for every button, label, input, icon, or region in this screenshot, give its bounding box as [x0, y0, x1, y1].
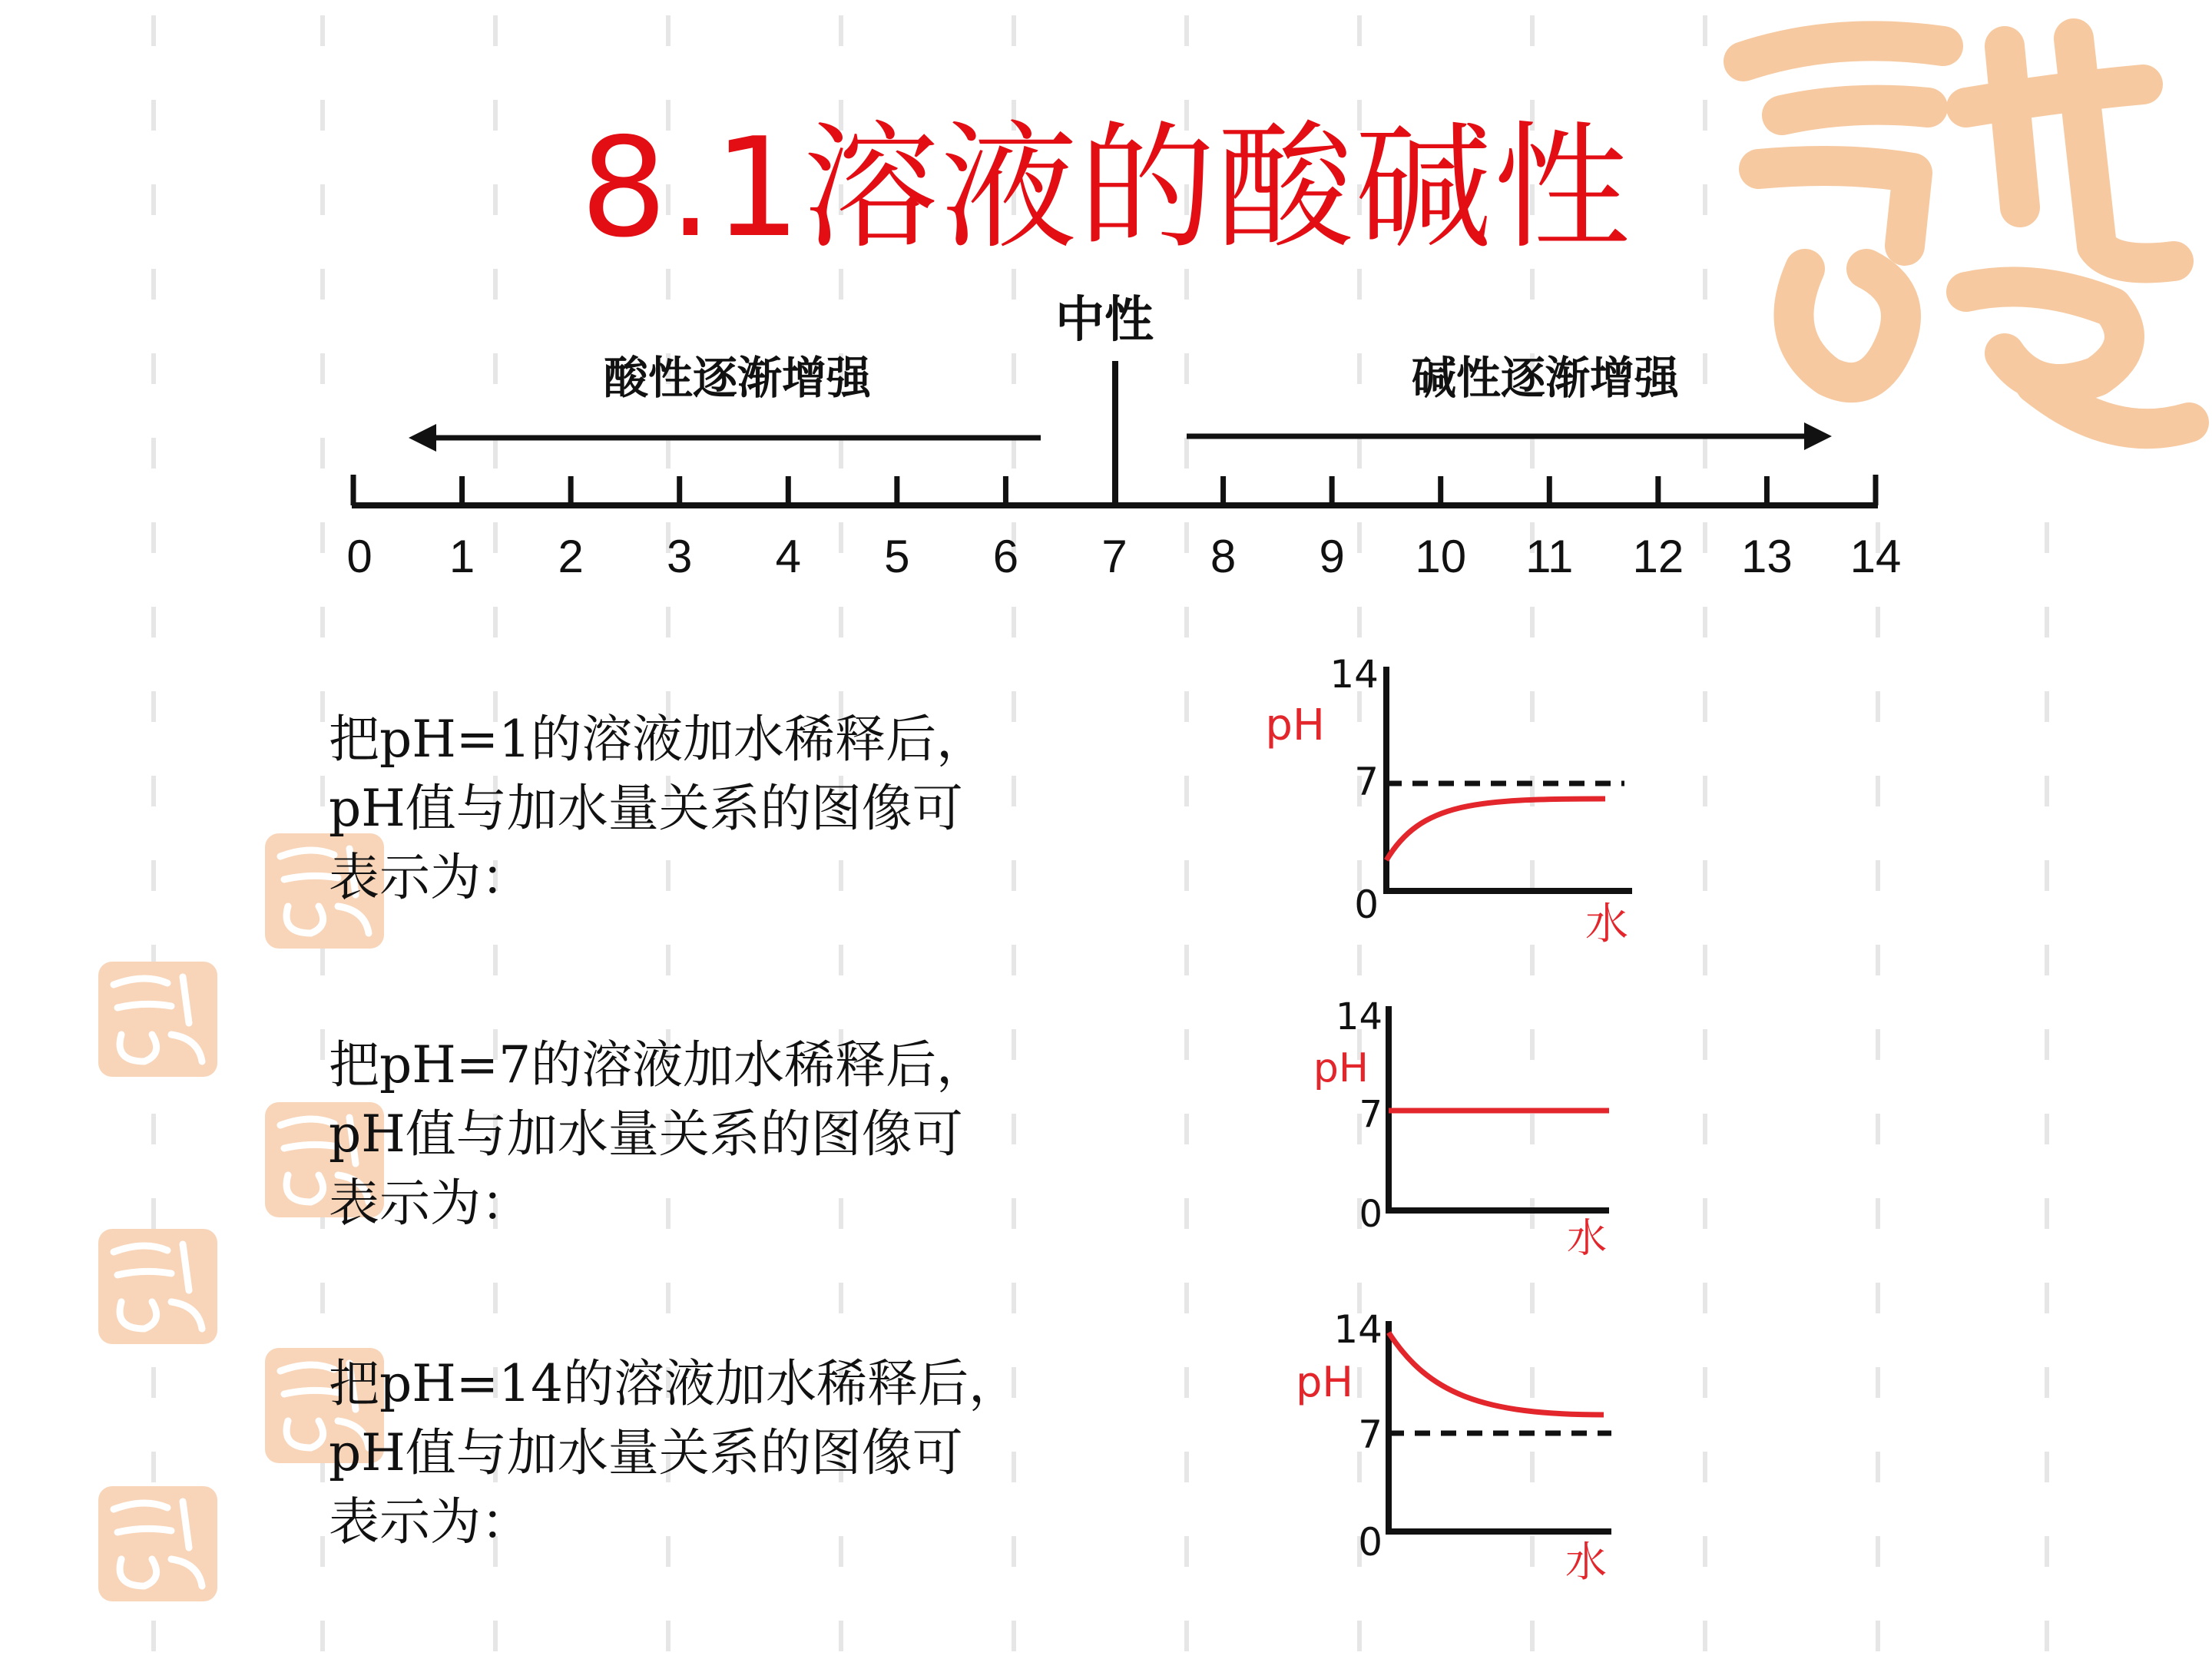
tick-label-13: 13 — [1741, 531, 1793, 582]
base-label: 碱性逐渐增强 — [1411, 352, 1680, 404]
tick-label-6: 6 — [992, 531, 1019, 582]
graph-1-y-tick-0: 0 — [1354, 882, 1379, 927]
example-2-line-3: 表示为： — [329, 1174, 531, 1233]
graph-2-y-tick-0: 0 — [1359, 1193, 1382, 1236]
graph-1-y-tick-14: 14 — [1330, 652, 1379, 697]
graph-1-y-label: pH — [1265, 700, 1325, 750]
tick-label-4: 4 — [775, 531, 801, 582]
tick-label-2: 2 — [558, 531, 584, 582]
tick-label-10: 10 — [1415, 531, 1467, 582]
tick-label-0: 0 — [346, 531, 373, 582]
tick-label-12: 12 — [1632, 531, 1684, 582]
acid-label: 酸性逐渐增强 — [603, 352, 872, 404]
example-3-line-1: 把pH=14的溶液加水稀释后， — [329, 1354, 1020, 1413]
tick-label-9: 9 — [1319, 531, 1345, 582]
example-1-line-2: pH值与加水量关系的图像可 — [329, 779, 963, 838]
graph-3-y-label: pH — [1296, 1358, 1353, 1406]
graph-2-x-label: 水 — [1566, 1216, 1607, 1262]
example-3-line-3: 表示为： — [329, 1492, 531, 1551]
example-2-line-2: pH值与加水量关系的图像可 — [329, 1104, 963, 1164]
graph-2-y-tick-7: 7 — [1359, 1093, 1382, 1136]
tick-label-8: 8 — [1210, 531, 1237, 582]
tick-label-7: 7 — [1101, 531, 1128, 582]
graph-1-y-tick-7: 7 — [1354, 760, 1379, 804]
graph-3-y-tick-14: 14 — [1333, 1307, 1382, 1352]
graph-3-y-tick-7: 7 — [1358, 1412, 1382, 1457]
tick-label-14: 14 — [1849, 531, 1902, 582]
graph-3-y-tick-0: 0 — [1358, 1520, 1382, 1565]
graph-2-y-label: pH — [1313, 1045, 1369, 1091]
tick-label-11: 11 — [1525, 531, 1574, 582]
example-1-line-1: 把pH=1的溶液加水稀释后， — [329, 710, 988, 769]
graph-3-curve — [1389, 1333, 1604, 1415]
example-1-line-3: 表示为： — [329, 848, 531, 907]
tick-label-3: 3 — [667, 531, 693, 582]
tick-label-5: 5 — [884, 531, 910, 582]
page-title: 8.1溶液的酸碱性 — [580, 108, 1632, 267]
neutral-label: 中性 — [1055, 291, 1154, 349]
graph-3-x-label: 水 — [1565, 1538, 1607, 1586]
graph-1-x-label: 水 — [1585, 899, 1628, 949]
tick-label-1: 1 — [449, 531, 475, 582]
example-3-line-2: pH值与加水量关系的图像可 — [329, 1423, 963, 1482]
graph-2-y-tick-14: 14 — [1335, 995, 1382, 1038]
example-2-line-1: 把pH=7的溶液加水稀释后， — [329, 1035, 988, 1094]
